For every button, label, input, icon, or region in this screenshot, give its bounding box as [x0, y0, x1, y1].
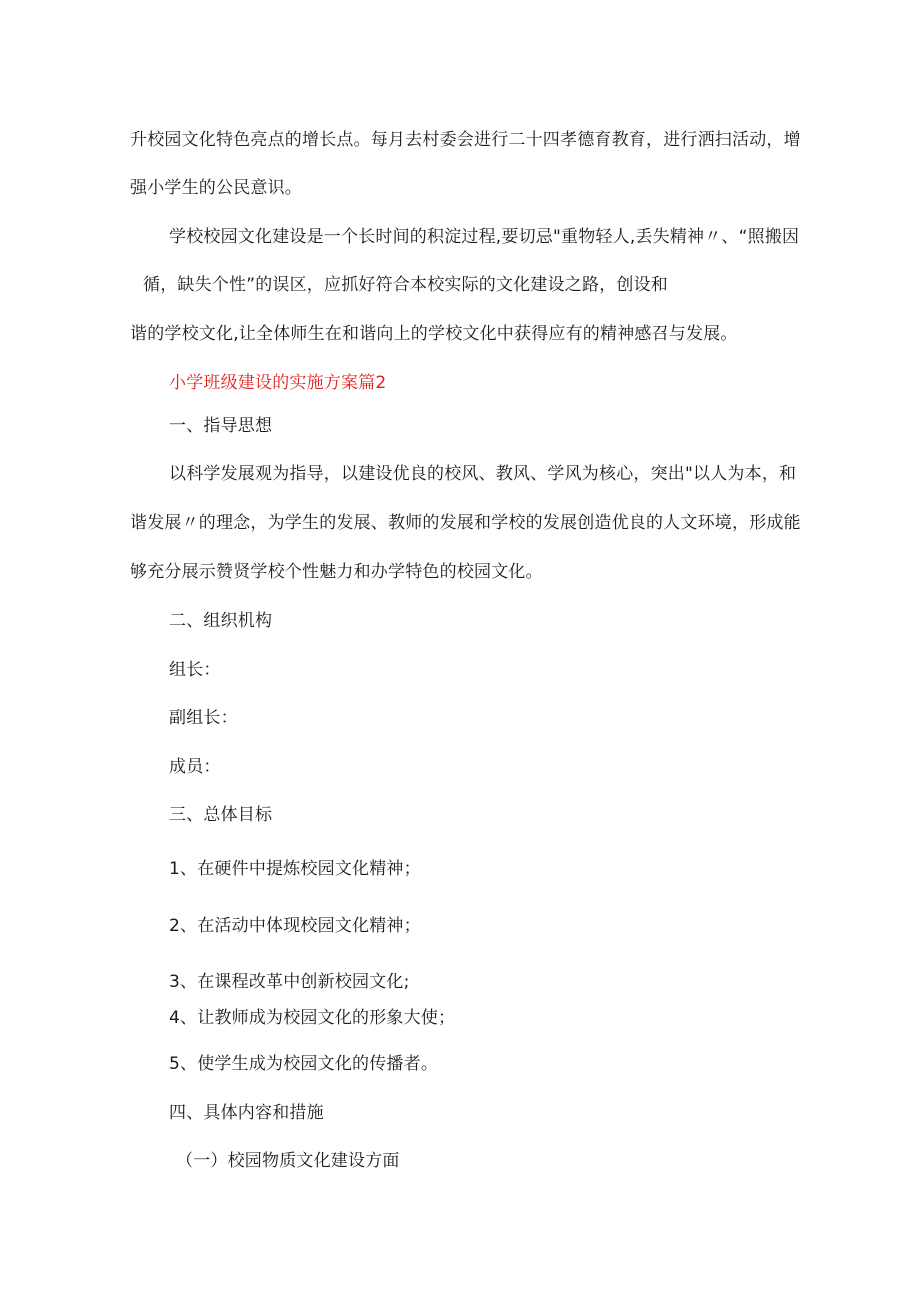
list-item: 1、在硬件中提炼校园文化精神； — [169, 859, 421, 879]
paragraph-line: 谐发展〃的理念，为学生的发展、教师的发展和学校的发展创造优良的人文环境，形成能 — [130, 513, 801, 533]
list-item: 5、使学生成为校园文化的传播者。 — [169, 1054, 439, 1074]
paragraph-line: 循，缺失个性”的误区，应抓好符合本校实际的文化建设之路，创设和 — [143, 275, 669, 295]
org-leader: 组长： — [169, 660, 221, 680]
org-vice-leader: 副组长： — [169, 708, 238, 728]
paragraph-line: 学校校园文化建设是一个长时间的积淀过程,要切忌"重物轻人,丢失精神〃、“照搬因 — [169, 227, 800, 247]
paragraph-line: 升校园文化特色亮点的增长点。每月去村委会进行二十四孝德育教育，进行洒扫活动，增 — [130, 130, 801, 150]
paragraph-line: 强小学生的公民意识。 — [130, 178, 302, 198]
paragraph-line: 够充分展示赞贤学校个性魅力和办学特色的校园文化。 — [130, 562, 543, 582]
heading: 三、总体目标 — [169, 805, 273, 825]
list-item: 3、在课程改革中创新校园文化; — [169, 972, 410, 992]
heading: 一、指导思想 — [169, 416, 273, 436]
subheading: （一）校园物质文化建设方面 — [176, 1151, 400, 1171]
list-item: 2、在活动中体现校园文化精神； — [169, 916, 421, 936]
paragraph-line: 谐的学校文化,让全体师生在和谐向上的学校文化中获得应有的精神感召与发展。 — [130, 324, 738, 344]
section-title: 小学班级建设的实施方案篇2 — [169, 373, 387, 393]
org-members: 成员： — [169, 757, 221, 777]
heading: 四、具体内容和措施 — [169, 1103, 324, 1123]
heading: 二、组织机构 — [169, 611, 273, 631]
list-item: 4、让教师成为校园文化的形象大使； — [169, 1008, 456, 1028]
paragraph-line: 以科学发展观为指导，以建设优良的校风、教风、学风为核心，突出"以人为本，和 — [169, 464, 797, 484]
